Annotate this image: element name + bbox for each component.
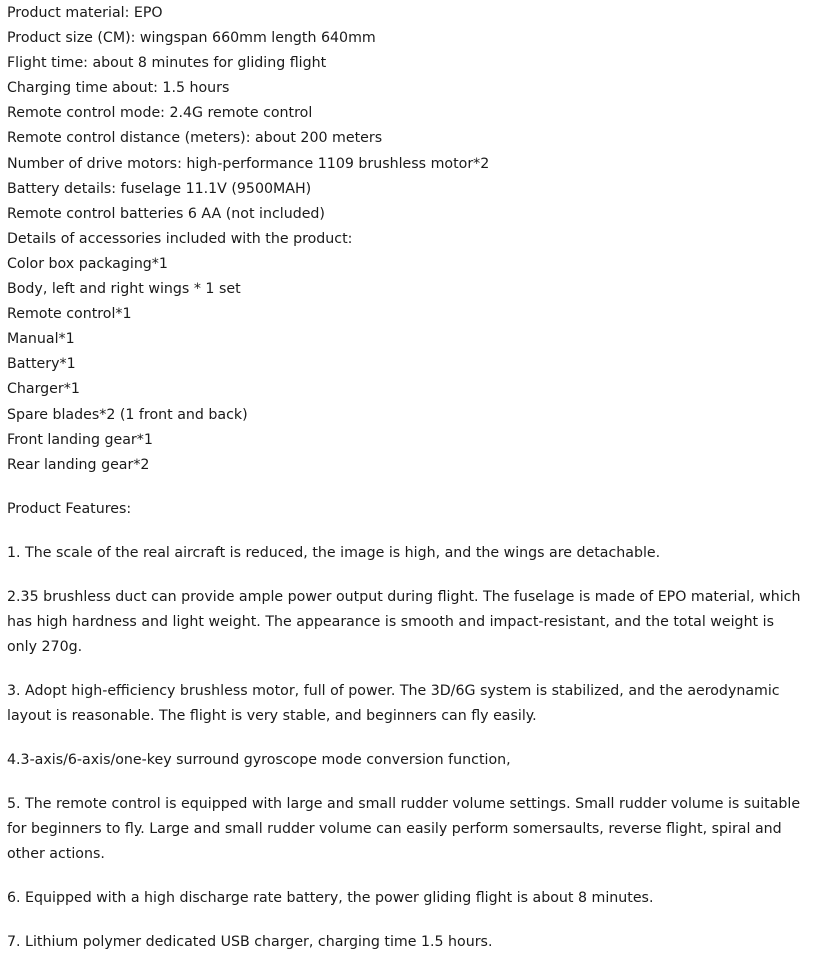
feature-item: 2.35 brushless duct can provide ample power output during flight. The fuselage is made of EPO material, which has high hardness and light weight. The appearance is smooth and impact-resistant, and the total weight is only 270g. (7, 588, 801, 655)
accessories-heading: Details of accessories included with the product: (7, 230, 353, 247)
accessory-item: Charger*1 (7, 381, 80, 398)
spec-remote-batteries: Remote control batteries 6 AA (not included) (7, 205, 325, 222)
spec-list (7, 0, 808, 478)
feature-item: 3. Adopt high-efficiency brushless motor, full of power. The 3D/6G system is stabilized, and the aerodynamic layout is reasonable. The flight is very stable, and beginners can fly easily. (7, 682, 780, 724)
feature-item: 6. Equipped with a high discharge rate battery, the power gliding flight is about 8 minutes. (7, 889, 654, 906)
features-heading: Product Features: (7, 500, 132, 517)
features-section (7, 497, 808, 955)
spec-charging-time: Charging time about: 1.5 hours (7, 80, 230, 97)
spec-battery: Battery details: fuselage 11.1V (9500MAH) (7, 180, 312, 197)
spec-remote-mode: Remote control mode: 2.4G remote control (7, 105, 313, 122)
accessory-item: Rear landing gear*2 (7, 456, 150, 473)
accessory-item: Color box packaging*1 (7, 255, 168, 272)
spec-size: Product size (CM): wingspan 660mm length 640mm (7, 30, 376, 47)
feature-item: 1. The scale of the real aircraft is reduced, the image is high, and the wings are detachable. (7, 544, 661, 561)
accessory-item: Battery*1 (7, 356, 76, 373)
spec-flight-time: Flight time: about 8 minutes for gliding flight (7, 55, 327, 72)
feature-item: 4.3-axis/6-axis/one-key surround gyroscope mode conversion function, (7, 751, 511, 768)
spec-remote-distance: Remote control distance (meters): about 200 meters (7, 130, 383, 147)
accessory-item: Remote control*1 (7, 306, 132, 323)
feature-item: 7. Lithium polymer dedicated USB charger, charging time 1.5 hours. (7, 933, 493, 950)
accessory-item: Body, left and right wings * 1 set (7, 281, 241, 298)
spec-motors: Number of drive motors: high-performance 1109 brushless motor*2 (7, 155, 490, 172)
accessory-item: Spare blades*2 (1 front and back) (7, 406, 248, 423)
accessory-item: Front landing gear*1 (7, 431, 153, 448)
feature-item: 5. The remote control is equipped with large and small rudder volume settings. Small rudder volume is suitable for beginners to fly. Large and small rudder volume can easily perform somersaults, reverse flight, spiral and other actions. (7, 795, 801, 862)
spec-material: Product material: EPO (7, 5, 163, 21)
accessory-item: Manual*1 (7, 331, 75, 348)
